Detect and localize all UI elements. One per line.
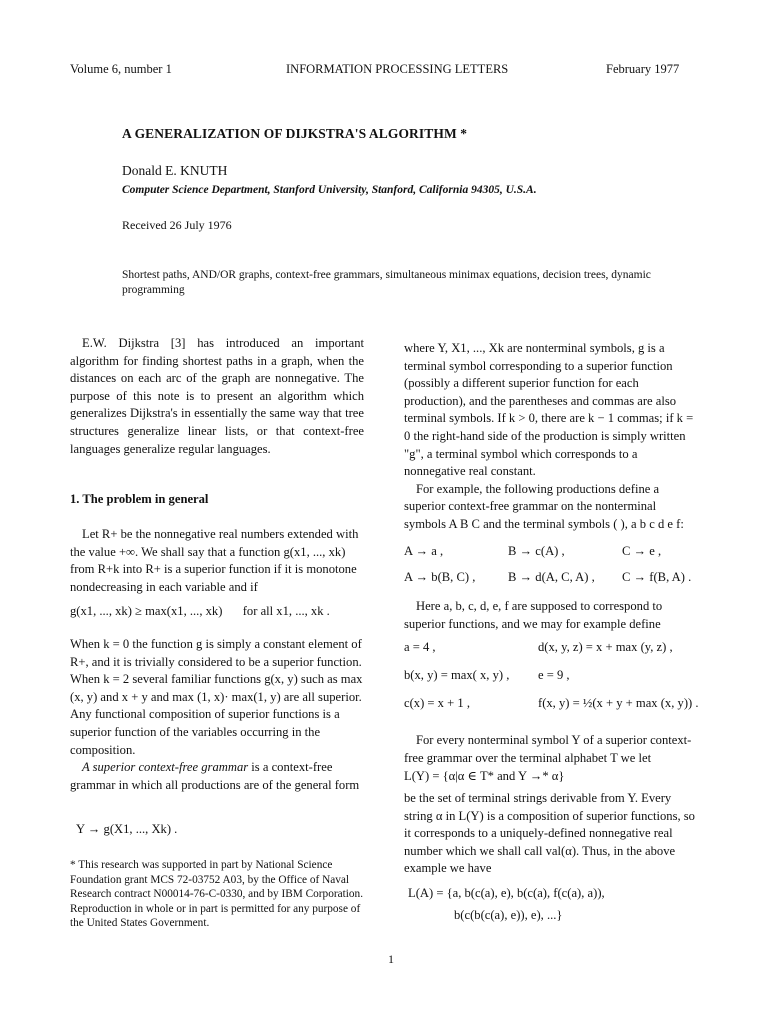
left-column-body-2 xyxy=(70,636,364,794)
language-definition-formula: L(Y) = {α|α ∈ T* and Y →* α} xyxy=(404,769,565,783)
right-column-body-3 xyxy=(404,790,700,878)
article-affiliation: Computer Science Department, Stanford University, Stanford, California 94305, U.S.A. xyxy=(122,184,537,196)
section-heading: 1. The problem in general xyxy=(70,492,209,506)
left-column xyxy=(70,335,364,458)
header-volume: Volume 6, number 1 xyxy=(70,62,172,76)
page-number: 1 xyxy=(388,952,394,966)
language-intro-paragraph: For every nonterminal symbol Y of a superior context-free grammar over the terminal alphabet T we let xyxy=(404,733,692,765)
production-form-formula: Y → g(X1, ..., Xk) . xyxy=(76,822,178,836)
footnote: * This research was supported in part by National Science Foundation grant MCS 72-03752 A03, by the Office of Naval Research contract N00014-76-C-0330, and by IBM Corporation. Reproduction in whole or in part is permitted for any purpose of the United States Government. xyxy=(70,859,364,930)
definition: c(x) = x + 1 , xyxy=(404,696,470,710)
grammar-term: A superior context-free grammar xyxy=(82,760,249,775)
article-author: Donald E. KNUTH xyxy=(122,163,228,178)
production: B → d(A, C, A) , xyxy=(508,570,595,584)
right-column xyxy=(404,340,700,534)
problem-paragraph: Let R+ be the nonnegative real numbers extended with the value +∞. We shall say that a function g(x1, ..., xk) from R+k into R+ is a superior function if it is monotone nondecreasing in each variable and if xyxy=(70,527,359,594)
right-column-body xyxy=(404,598,700,633)
formula-quantifier: for all x1, ..., xk . xyxy=(242,604,330,618)
article-title: A GENERALIZATION OF DIJKSTRA'S ALGORITHM * xyxy=(122,126,468,141)
productions-list xyxy=(404,544,704,584)
function-definitions xyxy=(404,640,714,720)
left-column-body xyxy=(70,526,364,596)
grammar-definition-paragraph xyxy=(70,759,364,794)
received-date: Received 26 July 1976 xyxy=(122,218,232,232)
keywords: Shortest paths, AND/OR graphs, context-free grammars, simultaneous minimax equations, decision trees, dynamic programming xyxy=(122,269,651,296)
example-paragraph: For example, the following productions define a superior context-free grammar on the nonterminal symbols A B C and the terminal symbols ( ), a b c d e f: xyxy=(404,481,684,531)
header-date: February 1977 xyxy=(606,62,680,76)
language-example-line-1: L(A) = {a, b(c(a), e), b(c(a), f(c(a), a)), xyxy=(408,886,605,900)
definition: e = 9 , xyxy=(538,668,570,682)
production: A → b(B, C) , xyxy=(404,570,476,584)
intro-paragraph: E.W. Dijkstra [3] has introduced an important algorithm for finding shortest paths in a graph, when the distances on each arc of the graph are nonnegative. The purpose of this note is to present an algorithm which generalizes Dijkstra's in essentially the same way that tree structures generalize linear lists, or that context-free languages generalize regular languages. xyxy=(70,336,364,456)
production: C → f(B, A) . xyxy=(622,570,692,584)
grammar-definition-text: is a context-free grammar in which all productions are of the general form xyxy=(70,760,360,792)
val-paragraph: be the set of terminal strings derivable from Y. Every string α in L(Y) is a composition of superior functions, so it corresponds to a uniquely-defined nonnegative real number which we shall call val(α). Thus, in the above example we have xyxy=(404,791,695,876)
formula-inequality: g(x1, ..., xk) ≥ max(x1, ..., xk) xyxy=(70,604,223,618)
definition: a = 4 , xyxy=(404,640,436,654)
header-journal: INFORMATION PROCESSING LETTERS xyxy=(286,62,509,76)
constant-paragraph: When k = 0 the function g is simply a constant element of R+, and it is trivially considered to be a superior function. When k = 2 several familiar functions g(x, y) such as max (x, y) and x + y and max (1, x)· max(1, y) are all superior. Any functional composition of superior functions is a superior function of the variables occurring in the composition. xyxy=(70,637,363,757)
definition: d(x, y, z) = x + max (y, z) , xyxy=(538,640,673,654)
define-functions-paragraph: Here a, b, c, d, e, f are supposed to correspond to superior functions, and we may for example define xyxy=(404,599,663,631)
production: A → a , xyxy=(404,544,444,558)
right-column-body-2 xyxy=(404,732,700,767)
nonterminal-paragraph: where Y, X1, ..., Xk are nonterminal symbols, g is a terminal symbol corresponding to a superior function (possibly a different superior function for each production), and the parentheses and commas are also terminal symbols. If k > 0, there are k − 1 commas; if k = 0 the right-hand side of the production is simply written "g", a terminal symbol which corresponds to a nonnegative real constant. xyxy=(404,341,694,479)
language-example-line-2: b(c(b(c(a), e)), e), ...} xyxy=(454,908,563,922)
definition: b(x, y) = max( x, y) , xyxy=(404,668,510,682)
definition: f(x, y) = ½(x + y + max (x, y)) . xyxy=(538,696,699,710)
superior-condition-formula xyxy=(70,604,330,619)
production: C → e , xyxy=(622,544,662,558)
production: B → c(A) , xyxy=(508,544,565,558)
